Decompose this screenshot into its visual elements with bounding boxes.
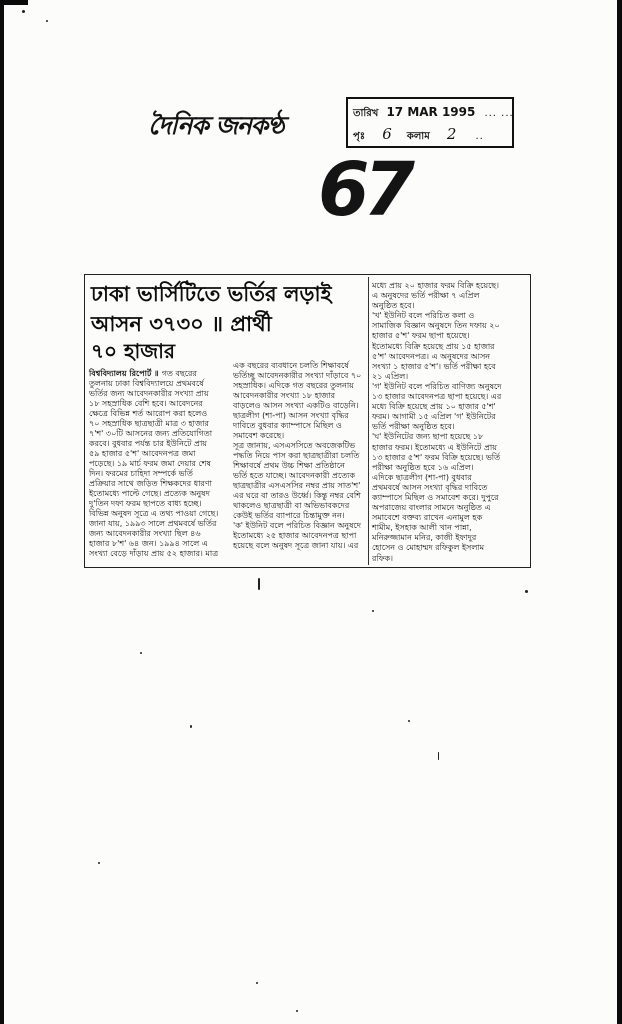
stamp-column-trailing: ..	[475, 131, 484, 142]
article-line: 'ক' ইউনিট বলে পরিচিত বিজ্ঞান অনুষদে	[233, 521, 361, 530]
article-column-middle	[233, 361, 366, 551]
headline-line-2: আসন ৩৭৩০ ॥ প্রার্থী	[91, 312, 272, 336]
stamp-column-label: কলাম	[406, 131, 430, 142]
article-line: দাবিতে বুধবার ক্যাম্পাসে মিছিল ও	[233, 421, 342, 430]
stamp-date-trailing: ... ...	[484, 108, 514, 119]
article-line	[89, 369, 231, 379]
article-line: অপরাজেয় বাংলার সামনে অনুষ্ঠিত এ	[372, 503, 491, 513]
scan-speck	[256, 982, 258, 984]
article-line: ইতোমধ্যে ২৫ হাজার আবেদনপত্র ছাপা	[233, 531, 357, 540]
article-line: ইতোমধ্যে বিক্রি হয়েছে প্রায় ১৫ হাজার	[372, 341, 495, 351]
article-line: 'গ' ইউনিট বলে পরিচিত বাণিজ্য অনুষদে	[372, 381, 502, 391]
stamp-date-label: তারিখ	[353, 108, 379, 119]
scan-speck	[140, 652, 142, 654]
article-line: এক বছরের ব্যবধানে চলতি শিক্ষাবর্ষে	[233, 361, 349, 370]
date-stamp	[346, 97, 514, 148]
stamp-column-value: 2	[446, 125, 457, 143]
article-line: ৭০ সহস্রাধিক ছাত্রছাত্রী মাত্র ৩ হাজার	[89, 419, 209, 428]
article-line: ২১ এপ্রিল।	[372, 371, 409, 381]
article-line: ছাত্রলীগ (শা-পা) আসন সংখ্যা বৃদ্ধির	[233, 411, 349, 420]
article-line: ভর্তির জন্য আবেদনকারীর সংখ্যা প্রায়	[89, 389, 209, 398]
article-line: ক্ষেত্রে বিভিন্ন শর্ত আরোপ করা হলেও	[89, 409, 208, 418]
article-line: তুলনায় ঢাকা বিশ্ববিদ্যালয়ে প্রথমবর্ষে	[89, 379, 204, 388]
scan-speck	[190, 725, 192, 728]
article-line: কেউই ভর্তির ব্যাপারে চিন্তামুক্ত নন।	[233, 511, 345, 520]
stamp-page-value: 6	[382, 125, 392, 143]
article-line: সংখ্যা বেড়ে দাঁড়ায় প্রায় ৫২ হাজার। মাত্র	[89, 549, 219, 558]
article-line: মধ্যে প্রায় ২০ হাজার ফরম বিক্রি হয়েছে।	[372, 281, 499, 290]
article-line: বিভিন্ন অনুষদ সূত্রে এ তথ্য পাওয়া গেছে।	[89, 509, 219, 518]
newspaper-masthead-logo: দৈনিক জনকণ্ঠ	[148, 111, 284, 140]
article-byline: বিশ্ববিদ্যালয় রিপোর্ট ॥	[89, 369, 159, 378]
article-line: শামীম, ইসহাক আলী খান পান্না,	[372, 523, 472, 533]
article-line: থাকলেও ছাত্রছাত্রী বা অভিভাবকদের	[233, 501, 350, 510]
article-line: ভর্তিচ্ছু আবেদনকারীর সংখ্যা দাঁড়াবে ৭০	[233, 371, 362, 380]
article-line: হাজার ৫'শ' ফরম ছাপা হয়েছে।	[372, 331, 470, 341]
article-line: হোসেন ও মোহাম্মদ রফিকুল ইসলাম	[372, 543, 485, 553]
scan-speck	[525, 590, 528, 593]
article-line: আবেদনকারীর সংখ্যা ১৮ হাজার	[233, 391, 336, 400]
article-line: জানা যায়, ১৯৯৩ সালে প্রথমবর্ষে ভর্তির	[89, 519, 217, 528]
article-line: এ অনুষদের ভর্তি পরীক্ষা ৭ এপ্রিল	[372, 291, 480, 301]
article-line: 'খ' ইউনিট বলে পরিচিত কলা ও	[372, 311, 475, 321]
article-line: জন্য আবেদনকারীর সংখ্যা ছিল ৪৬	[89, 529, 201, 538]
stamp-page-label: পৃঃ	[353, 131, 366, 142]
article-column-left	[89, 369, 231, 559]
article-line: সমাবেশে বক্তব্য রাখেন এনামুল হক	[372, 513, 483, 523]
article-line: করবে। বুধবার পর্যন্ত চার ইউনিটে প্রায়	[89, 439, 207, 448]
article-line: প্রথমবর্ষে আসন সংখ্যা বৃদ্ধির দাবিতে	[372, 482, 488, 492]
article-line: সহস্রাধিক। এদিকে গত বছরের তুলনায়	[233, 381, 354, 390]
scan-speck	[408, 720, 410, 722]
scan-speck	[296, 1010, 298, 1012]
article-line: দিন। ফরমের চাহিদা সম্পর্কে ভর্তি	[89, 469, 193, 478]
scan-edge-corner	[0, 0, 28, 5]
article-line: ৫'শ' আবেদনপত্র। এ অনুষদের আসন	[372, 351, 491, 361]
article-line: হাজার ফরম। ইতোমধ্যে এ ইউনিটে প্রায়	[372, 442, 497, 452]
article-line: ভর্তি হতে যাচ্ছে। আবেদনকারী প্রত্যেক	[233, 471, 356, 480]
article-line: মধ্যে বিক্রি হয়েছে প্রায় ১০ হাজার ৫'শ'	[372, 402, 496, 412]
article-line: 'ঘ' ইউনিটের জন্য ছাপা হয়েছে ১৮	[372, 432, 484, 442]
article-line: ইতোমধ্যে পাল্টে গেছে। প্রত্যেক অনুষদ	[89, 489, 210, 498]
article-line: রফিক।	[372, 553, 393, 563]
article-column-right	[372, 281, 527, 564]
article-line: এর ঘরে বা তারও উর্ধ্বে। কিন্তু নম্বর বেশি	[233, 491, 361, 500]
article-line: প্রক্রিয়ার সাথে জড়িত শিক্ষকদের ধারণা	[89, 479, 212, 488]
scan-speck	[258, 578, 260, 590]
article-line: ভর্তি পরীক্ষা অনুষ্ঠিত হবে।	[372, 422, 455, 432]
article-line: পড়েছে। ১৯ মার্চ ফরম জমা দেয়ার শেষ	[89, 459, 211, 468]
article-line: শিক্ষাবর্ষে প্রথম উচ্চ শিক্ষা প্রতিষ্ঠানে	[233, 461, 345, 470]
article-line: সংখ্যা ১ হাজার ৫'শ'। ভর্তি পরীক্ষা হবে	[372, 361, 496, 371]
article-line-text: গত বছরের	[161, 369, 197, 378]
article-line: হাজার ৮'শ' ৬৪ জন। ১৯৯৪ সালে এ	[89, 539, 208, 548]
article-line: সামাজিক বিজ্ঞান অনুষদে তিন দফায় ২০	[372, 321, 500, 331]
article-line: সূত্র জানায়, এসএসসিতে অবজেকটিভ	[233, 441, 356, 450]
article-line: হয়েছে বলে অনুষদ সূত্রে জানা যায়। এর	[233, 541, 359, 550]
article-line: ছাত্রছাত্রীর এসএসসির নম্বর প্রায় সাত'শ'	[233, 481, 361, 490]
scan-speck	[98, 862, 100, 864]
handwritten-number: 67	[318, 147, 409, 233]
scan-speck	[22, 10, 25, 13]
scan-edge-left	[0, 0, 4, 1024]
article-line: সমাবেশ করেছে।	[233, 431, 285, 440]
article-line: পদ্ধতি নিয়ে পাস করা ছাত্রছাত্রীরা চলতি	[233, 451, 360, 460]
article-line: ৭'শ' ৩০টি আসনের জন্য প্রতিযোগিতা	[89, 429, 213, 438]
news-article-clipping	[84, 274, 531, 568]
scan-edge-right	[617, 0, 622, 1024]
article-line: পরীক্ষা অনুষ্ঠিত হবে ১৬ এপ্রিল।	[372, 462, 474, 472]
stamp-page-row	[353, 124, 508, 144]
article-line: দু'তিন দফা ফরম ছাপতে বাধ্য হচ্ছে।	[89, 499, 202, 508]
article-line: ১৩ হাজার আবেদনপত্র ছাপা হয়েছে। এর	[372, 392, 502, 402]
article-line: মনিরুজ্জামান মনির, কাজী ইফাদুর	[372, 533, 477, 543]
scan-speck	[46, 20, 48, 22]
stamp-date-value: 17 MAR 1995	[386, 105, 476, 119]
article-line: অনুষ্ঠিত হবে।	[372, 301, 415, 311]
stamp-date-row	[353, 101, 514, 121]
headline-line-1: ঢাকা ভার্সিটিতে ভর্তির লড়াই	[91, 282, 332, 306]
article-line: ১৩ হাজার ৫'শ' ফরম বিক্রি হয়েছে। ভর্তি	[372, 452, 501, 462]
scan-speck	[372, 610, 374, 612]
article-line: এদিকে ছাত্রলীগ (শা-পা) বুধবার	[372, 472, 472, 482]
article-line: ৫৯ হাজার ৫'শ' আবেদনপত্র জমা	[89, 449, 196, 458]
column-rule	[368, 277, 369, 565]
article-line: বাড়লেও আসন সংখ্যা একটিও বাড়েনি।	[233, 401, 359, 410]
article-line: ফরম। আগামী ১৫ এপ্রিল 'গ' ইউনিটের	[372, 412, 496, 422]
headline-line-3: ৭০ হাজার	[91, 339, 175, 363]
article-line: ১৮ সহস্রাধিক বেশি হবে। আবেদনের	[89, 399, 203, 408]
scan-speck	[438, 752, 439, 760]
article-line: ক্যাম্পাসে মিছিল ও সমাবেশ করে। দুপুরে	[372, 492, 499, 502]
